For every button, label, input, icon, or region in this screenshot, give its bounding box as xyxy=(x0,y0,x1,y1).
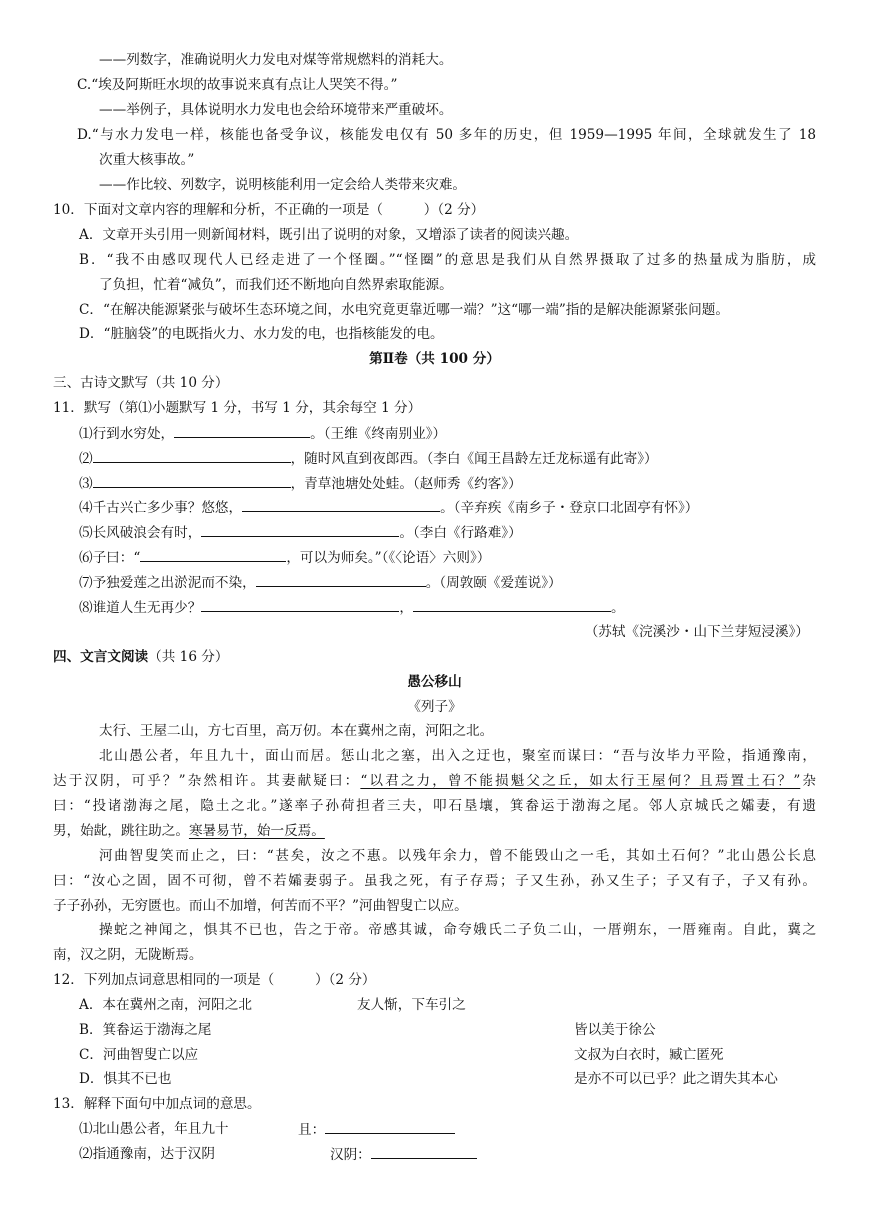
q9-option-b-note: ——列数字，准确说明火力发电对煤等常规燃料的消耗大。 xyxy=(99,52,453,68)
q11-stem: 11．默写（第⑴小题默写 1 分，书写 1 分，其余每空 1 分） xyxy=(53,400,422,416)
q11-item-7: ⑺予独爱莲之出淤泥而不染， 。（周敦颐《爱莲说》） xyxy=(79,572,562,593)
q12-stem: 12．下列加点词意思相同的一项是（ ）（2 分） xyxy=(53,972,376,988)
q9-option-c-note: ——举例子，具体说明水力发电也会给环境带来严重破坏。 xyxy=(99,102,453,118)
q12-option-a-right: 友人惭，下车引之 xyxy=(357,997,466,1013)
q11-item-5: ⑸长风破浪会有时， 。（李白《行路难》） xyxy=(79,522,522,543)
passage-paragraph-2-line1: 北山愚公者，年且九十，面山而居。惩山北之塞，出入之迂也，聚室而谋曰：“吾与汝毕力平险，指通豫南， xyxy=(99,748,816,764)
part2-title: 第Ⅱ卷（共 100 分） xyxy=(369,351,500,367)
q9-option-d-line2: 次重大核事故。” xyxy=(99,152,195,168)
passage-paragraph-3-line2: 曰：“汝心之固，固不可彻，曾不若孀妻弱子。虽我之死，有子存焉；子又生孙，孙又生子；子又有子，子又有孙。 xyxy=(53,873,816,889)
answer-blank[interactable] xyxy=(201,522,399,537)
section4-heading: 四、文言文阅读（共 16 分） xyxy=(53,649,229,665)
underlined-sentence: 寒暑易节，始一反焉。 xyxy=(188,823,325,839)
q12-option-c-right: 文叔为白衣时，臧亡匿死 xyxy=(574,1047,724,1063)
answer-blank[interactable] xyxy=(93,448,291,463)
passage-paragraph-4-line2: 南，汉之阴，无陇断焉。 xyxy=(53,947,203,963)
q13-stem: 13．解释下面句中加点词的意思。 xyxy=(53,1096,261,1112)
q13-item-2-answer: 汉阴： xyxy=(330,1144,477,1165)
q11-item-3: ⑶ ，青草池塘处处蛙。（赵师秀《约客》） xyxy=(79,473,522,494)
q12-option-a-left: A．本在冀州之南，河阳之北 xyxy=(79,997,252,1013)
q12-option-b-left: B．箕畚运于渤海之尾 xyxy=(79,1022,212,1038)
q13-item-1: ⑴北山愚公者，年且九十 xyxy=(79,1121,229,1137)
answer-blank[interactable] xyxy=(201,597,399,612)
q12-option-b-right: 皆以美于徐公 xyxy=(574,1022,656,1038)
q11-item-1: ⑴行到水穷处， 。（王维《终南别业》） xyxy=(79,423,446,444)
q9-option-c: C.“埃及阿斯旺水坝的故事说来真有点让人哭笑不得。” xyxy=(77,77,398,93)
q13-item-1-answer: 且： xyxy=(298,1119,455,1140)
answer-blank[interactable] xyxy=(242,497,440,512)
q10-stem: 10．下面对文章内容的理解和分析，不正确的一项是（ ）（2 分） xyxy=(53,202,485,218)
passage-paragraph-3-line3: 子子孙孙，无穷匮也。而山不加增，何苦而不平？”河曲智叟亡以应。 xyxy=(53,898,468,914)
q10-option-a: A．文章开头引用一则新闻材料，既引出了说明的对象，又增添了读者的阅读兴趣。 xyxy=(79,227,579,243)
passage-paragraph-2-line3: 曰：“投诸渤海之尾，隐土之北。”遂率子孙荷担者三夫，叩石垦壤，箕畚运于渤海之尾。邻人京城氏之孀妻，有遗 xyxy=(53,798,816,814)
q10-option-c: C．“在解决能源紧张与破坏生态环境之间，水电究竟更靠近哪一端？”这“哪一端”指的是解决能源紧张问题。 xyxy=(79,302,729,318)
q12-option-d-right: 是亦不可以已乎？此之谓失其本心 xyxy=(574,1071,778,1087)
q12-option-d-left: D．惧其不已也 xyxy=(79,1071,172,1087)
q11-item-8-source: （苏轼《浣溪沙・山下兰芽短浸溪》） xyxy=(584,624,809,640)
answer-blank[interactable] xyxy=(325,1119,455,1134)
underlined-sentence: “以君之力，曾不能损魁父之丘，如太行王屋何？且焉置土石？” xyxy=(360,773,801,789)
answer-blank[interactable] xyxy=(413,597,611,612)
answer-blank[interactable] xyxy=(140,547,286,562)
q11-item-8: ⑻谁道人生无再少？ ， 。 xyxy=(79,597,625,618)
passage-paragraph-1: 太行、王屋二山，方七百里，高万仞。本在冀州之南，河阳之北。 xyxy=(99,723,494,739)
passage-author: 《列子》 xyxy=(407,699,462,715)
section3-heading: 三、古诗文默写（共 10 分） xyxy=(53,375,229,391)
q9-option-d-line1: D.“与水力发电一样，核能也备受争议，核能发电仅有 50 多年的历史，但 1959—1995 年间，全球就发生了 18 xyxy=(77,127,816,143)
q13-item-2: ⑵指通豫南，达于汉阴 xyxy=(79,1146,215,1162)
passage-paragraph-2-line4: 男，始龀，跳往助之。寒暑易节，始一反焉。 xyxy=(53,823,325,839)
passage-title: 愚公移山 xyxy=(407,674,462,690)
passage-paragraph-3-line1: 河曲智叟笑而止之，曰：“甚矣，汝之不惠。以残年余力，曾不能毁山之一毛，其如土石何？”北山愚公长息 xyxy=(99,848,816,864)
answer-blank[interactable] xyxy=(256,572,426,587)
q11-item-6: ⑹子曰：“ ，可以为师矣。”（《〈论语〉六则》） xyxy=(79,547,490,568)
answer-blank[interactable] xyxy=(371,1144,477,1159)
q10-option-b-line2: 了负担，忙着“减负”，而我们还不断地向自然界索取能源。 xyxy=(99,277,453,293)
answer-blank[interactable] xyxy=(93,473,291,488)
q12-option-c-left: C．河曲智叟亡以应 xyxy=(79,1047,199,1063)
passage-paragraph-2-line2: 达于汉阴，可乎？”杂然相许。其妻献疑曰：“以君之力，曾不能损魁父之丘，如太行王屋何？且焉置土石？”杂 xyxy=(53,773,816,789)
passage-paragraph-4-line1: 操蛇之神闻之，惧其不已也，告之于帝。帝感其诚，命夸娥氏二子负二山，一厝朔东，一厝雍南。自此，冀之 xyxy=(99,922,816,938)
q9-option-d-note: ——作比较、列数字，说明核能利用一定会给人类带来灾难。 xyxy=(99,177,467,193)
q10-option-b-line1: B．“我不由感叹现代人已经走进了一个怪圈。”“怪圈”的意思是我们从自然界摄取了过多的热量成为脂肪，成 xyxy=(79,252,816,268)
answer-blank[interactable] xyxy=(174,423,310,438)
q11-item-2: ⑵ ，随时风直到夜郎西。（李白《闻王昌龄左迁龙标遥有此寄》） xyxy=(79,448,658,469)
q11-item-4: ⑷千古兴亡多少事？悠悠， 。（辛弃疾《南乡子・登京口北固亭有怀》） xyxy=(79,497,698,518)
q10-option-d: D．“脏脑袋”的电既指火力、水力发的电，也指核能发的电。 xyxy=(79,326,444,342)
